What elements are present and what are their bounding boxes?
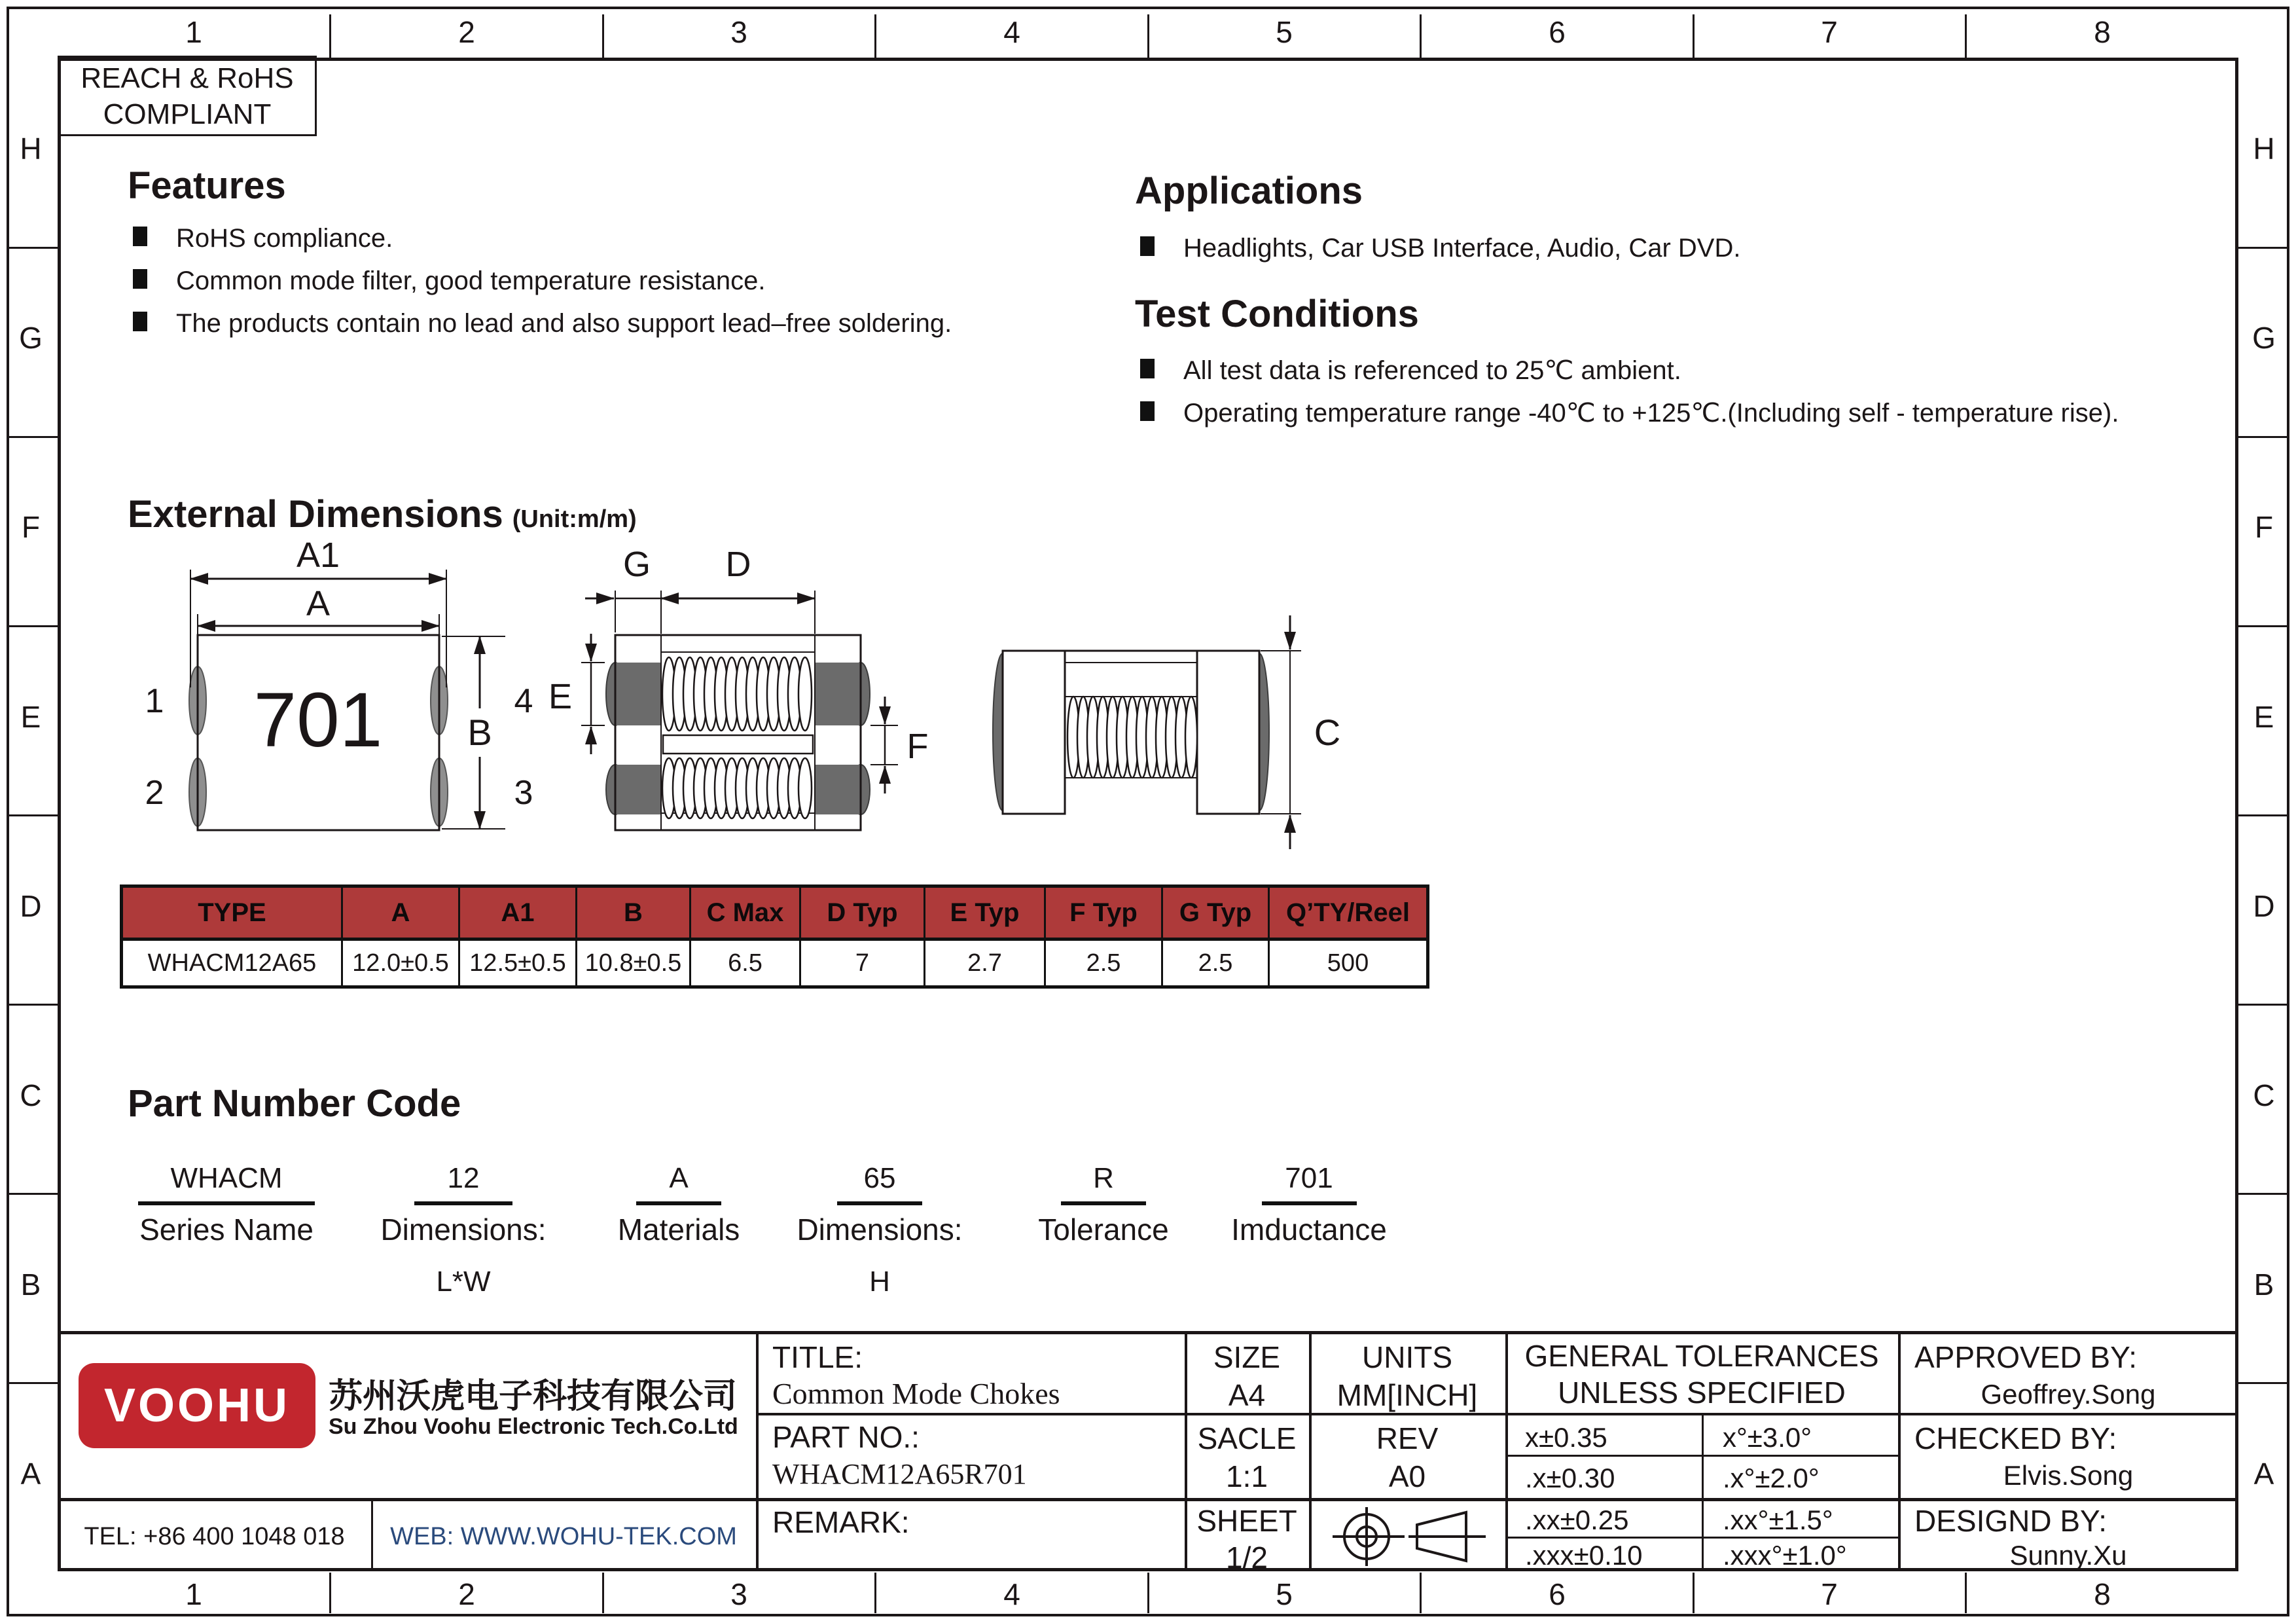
table-cell: 2.7 (925, 941, 1046, 985)
grid-col-label: 2 (458, 15, 475, 49)
company-tel: TEL: +86 400 1048 018 (84, 1523, 345, 1550)
pn-sub: H (869, 1266, 890, 1298)
units-value: MM[INCH] (1336, 1378, 1478, 1412)
table-header-cell: TYPE (123, 888, 343, 941)
features-heading: Features (128, 164, 286, 207)
projection-symbol-icon (1329, 1506, 1489, 1568)
designed-by-label: DESIGND BY: (1914, 1504, 2107, 1538)
grid-tick (602, 1573, 604, 1613)
scale-label: SACLE (1197, 1421, 1297, 1455)
list-item (133, 308, 952, 339)
grid-col-label: 6 (1549, 1577, 1566, 1611)
grid-row-label: A (2253, 1457, 2274, 1491)
dim-label-a1: A1 (296, 537, 340, 575)
grid-tick (2238, 1193, 2287, 1195)
grid-tick (9, 1004, 58, 1006)
pn-code: R (1061, 1162, 1146, 1205)
grid-tick (9, 1193, 58, 1195)
grid-row-label: B (2253, 1267, 2274, 1302)
part-no-label: PART NO.: (772, 1420, 920, 1454)
approved-by-label: APPROVED BY: (1914, 1340, 2138, 1374)
grid-tick (329, 14, 331, 58)
size-value: A4 (1228, 1378, 1266, 1412)
test-conditions-heading: Test Conditions (1135, 293, 1419, 335)
remark-label: REMARK: (772, 1505, 910, 1539)
grid-tick (1147, 1573, 1149, 1613)
bullet-icon (1140, 401, 1155, 421)
titleblock-line (756, 1332, 759, 1571)
tolerance-value: .xx°±1.5° (1723, 1504, 1833, 1535)
grid-col-label: 8 (2094, 1577, 2111, 1611)
titleblock-line (756, 1413, 2238, 1415)
grid-tick (9, 625, 58, 627)
grid-tick (9, 1382, 58, 1384)
pn-segment (574, 1162, 783, 1266)
tolerance-value: .xxx°±1.0° (1723, 1540, 1847, 1571)
rev-label: REV (1376, 1421, 1439, 1455)
table-cell: 500 (1327, 949, 1369, 977)
tolerances-header-2: UNLESS SPECIFIED (1558, 1376, 1846, 1410)
external-dimensions-heading (128, 492, 637, 536)
grid-row-label: H (20, 132, 42, 166)
grid-tick (9, 814, 58, 816)
grid-tick (874, 14, 876, 58)
end-view-flange (1003, 651, 1065, 814)
pn-label: Series Name (139, 1213, 314, 1247)
table-cell: 2.5 (1163, 941, 1270, 985)
rev-value: A0 (1388, 1459, 1426, 1493)
pn-segment (359, 1162, 568, 1298)
list-item-text: RoHS compliance. (176, 224, 393, 253)
pn-sub: L*W (436, 1266, 491, 1298)
compliance-badge-line1: REACH & RoHS (81, 62, 294, 94)
external-dimensions-title: External Dimensions (128, 493, 503, 536)
grid-col-label: 7 (1821, 15, 1838, 49)
pn-label: Tolerance (1038, 1213, 1169, 1247)
bullet-icon (1140, 236, 1155, 256)
table-header-cell: B (577, 888, 691, 941)
table-header-cell: C Max (691, 888, 801, 941)
table-cell: WHACM12A65 (123, 941, 343, 985)
pn-label: Imductance (1231, 1213, 1387, 1247)
list-item-text: All test data is referenced to 25℃ ambient. (1183, 356, 1681, 385)
compliance-badge-line2: COMPLIANT (103, 98, 272, 130)
grid-col-label: 2 (458, 1577, 475, 1611)
tolerance-value: .x°±2.0° (1723, 1463, 1820, 1493)
grid-tick (2238, 814, 2287, 816)
list-item (1140, 355, 2119, 386)
grid-col-label: 4 (1003, 1577, 1020, 1611)
checked-by-value: Elvis.Song (2003, 1460, 2134, 1491)
grid-row-label: E (2253, 700, 2274, 734)
table-header-cell: D Typ (801, 888, 925, 941)
features-list (133, 223, 952, 350)
bullet-icon (133, 269, 147, 289)
grid-row-label: G (19, 321, 43, 355)
grid-col-label: 4 (1003, 15, 1020, 49)
titleblock-line (1702, 1414, 1704, 1571)
list-item (133, 265, 952, 297)
dim-label-e: E (548, 677, 573, 716)
pn-segment (122, 1162, 331, 1266)
table-cell: 10.8±0.5 (577, 941, 691, 985)
grid-row-label: A (20, 1457, 41, 1491)
approved-by-value: Geoffrey.Song (1981, 1379, 2156, 1410)
grid-tick (329, 1573, 331, 1613)
bullet-icon (133, 312, 147, 331)
unit-note: (Unit:m/m) (512, 505, 637, 533)
company-logo-text: VOOHU (103, 1379, 291, 1432)
titleblock-line (58, 1331, 2238, 1334)
grid-tick (2238, 1004, 2287, 1006)
list-item (1140, 397, 2119, 429)
pn-code: 65 (837, 1162, 922, 1205)
bullet-icon (133, 227, 147, 246)
tolerance-value: .xx±0.25 (1525, 1504, 1629, 1535)
company-name-cn: 苏州沃虎电子科技有限公司 (329, 1377, 738, 1415)
sheet-label: SHEET (1196, 1504, 1297, 1538)
grid-row-label: G (2252, 321, 2276, 355)
pn-segment (775, 1162, 984, 1298)
grid-tick (1420, 14, 1422, 58)
pn-segment (1204, 1162, 1414, 1266)
part-marking: 701 (253, 677, 383, 763)
company-logo (79, 1363, 315, 1448)
end-view-flange (1197, 651, 1259, 814)
list-item-text: Common mode filter, good temperature resistance. (176, 266, 766, 295)
pn-code: 12 (414, 1162, 512, 1205)
grid-col-label: 3 (730, 1577, 747, 1611)
tolerance-value: x°±3.0° (1723, 1422, 1812, 1453)
dim-label-b: B (467, 712, 492, 753)
table-cell: 7 (801, 941, 925, 985)
pn-code: 701 (1262, 1162, 1357, 1205)
grid-tick (1147, 14, 1149, 58)
grid-tick (602, 14, 604, 58)
titleblock-line (58, 1498, 2238, 1501)
grid-tick (9, 247, 58, 249)
pin-label-3: 3 (514, 774, 533, 812)
designed-by-value: Sunny.Xu (2009, 1540, 2127, 1571)
pin-label-1: 1 (145, 682, 164, 720)
checked-by-label: CHECKED BY: (1914, 1421, 2117, 1455)
dim-label-a: A (306, 584, 331, 623)
grid-row-label: C (2253, 1078, 2275, 1112)
grid-tick (9, 436, 58, 438)
grid-row-label: H (2253, 132, 2275, 166)
grid-col-label: 1 (185, 1577, 202, 1611)
tolerance-value: x±0.35 (1525, 1422, 1607, 1453)
grid-row-label: C (20, 1078, 42, 1112)
dim-label-f: F (906, 727, 929, 766)
table-cell: 2.5 (1046, 941, 1163, 985)
grid-row-label: B (20, 1267, 41, 1302)
grid-col-label: 5 (1276, 1577, 1293, 1611)
grid-col-label: 8 (2094, 15, 2111, 49)
dimension-table (120, 884, 1429, 989)
company-name-en: Su Zhou Voohu Electronic Tech.Co.Ltd (329, 1414, 738, 1439)
pin-label-2: 2 (145, 774, 164, 812)
coil-winding (662, 657, 812, 731)
size-label: SIZE (1213, 1340, 1281, 1374)
dim-label-g: G (622, 545, 651, 584)
titleblock-line (1898, 1332, 1901, 1571)
table-cell: 12.5±0.5 (460, 941, 577, 985)
coil-winding (662, 758, 812, 818)
pn-code: A (636, 1162, 721, 1205)
list-item-text: Headlights, Car USB Interface, Audio, Car DVD. (1183, 234, 1741, 263)
pn-code: WHACM (138, 1162, 315, 1205)
tolerance-value: .x±0.30 (1525, 1463, 1615, 1493)
grid-tick (2238, 1382, 2287, 1384)
grid-row-label: F (2254, 510, 2274, 544)
coil-winding (1067, 697, 1197, 778)
pn-segment (999, 1162, 1208, 1266)
list-item (133, 223, 952, 254)
title-value: Common Mode Chokes (772, 1377, 1060, 1410)
applications-list (1140, 232, 1740, 275)
pn-label: Dimensions: (380, 1213, 547, 1247)
table-cell: 6.5 (691, 941, 801, 985)
grid-row-label: E (20, 700, 41, 734)
list-item-text: Operating temperature range -40℃ to +125℃.(Including self - temperature rise). (1183, 399, 2119, 428)
company-web: WEB: WWW.WOHU-TEK.COM (390, 1523, 737, 1550)
compliance-badge (58, 56, 317, 136)
tolerance-value: .xxx±0.10 (1525, 1540, 1643, 1571)
test-conditions-list (1140, 355, 2119, 440)
grid-tick (2238, 436, 2287, 438)
grid-tick (1693, 1573, 1695, 1613)
table-header-cell: F Typ (1046, 888, 1163, 941)
pin-label-4: 4 (514, 682, 533, 720)
table-header-cell: E Typ (925, 888, 1046, 941)
pn-label: Dimensions: (797, 1213, 963, 1247)
tolerances-header-1: GENERAL TOLERANCES (1524, 1339, 1879, 1373)
grid-tick (2238, 247, 2287, 249)
title-label: TITLE: (772, 1340, 863, 1374)
grid-col-label: 7 (1821, 1577, 1838, 1611)
grid-row-label: D (20, 889, 42, 923)
dim-label-d: D (725, 545, 751, 584)
list-item-text: The products contain no lead and also support lead–free soldering. (176, 309, 952, 338)
table-header-cell: G Typ (1163, 888, 1270, 941)
grid-col-label: 5 (1276, 15, 1293, 49)
grid-tick (1420, 1573, 1422, 1613)
table-cell: 12.0±0.5 (343, 941, 460, 985)
grid-tick (1965, 1573, 1967, 1613)
grid-tick (1693, 14, 1695, 58)
list-item (1140, 232, 1740, 264)
sheet-value: 1/2 (1226, 1541, 1268, 1575)
grid-col-label: 3 (730, 15, 747, 49)
grid-tick (1965, 14, 1967, 58)
scale-value: 1:1 (1226, 1459, 1268, 1493)
dimension-drawings (118, 537, 1414, 890)
dim-label-c: C (1314, 712, 1341, 753)
table-header-cell: Q’TY/Reel (1270, 888, 1426, 941)
grid-col-label: 6 (1549, 15, 1566, 49)
part-number-code-heading: Part Number Code (128, 1082, 461, 1125)
grid-col-label: 1 (185, 15, 202, 49)
grid-tick (874, 1573, 876, 1613)
pn-label: Materials (617, 1213, 740, 1247)
part-no-value: WHACM12A65R701 (772, 1458, 1027, 1490)
grid-row-label: F (21, 510, 41, 544)
table-header-cell: A1 (460, 888, 577, 941)
grid-row-label: D (2253, 889, 2275, 923)
grid-tick (2238, 625, 2287, 627)
bullet-icon (1140, 359, 1155, 378)
units-label: UNITS (1362, 1340, 1452, 1374)
table-header-cell: A (343, 888, 460, 941)
applications-heading: Applications (1135, 170, 1363, 212)
